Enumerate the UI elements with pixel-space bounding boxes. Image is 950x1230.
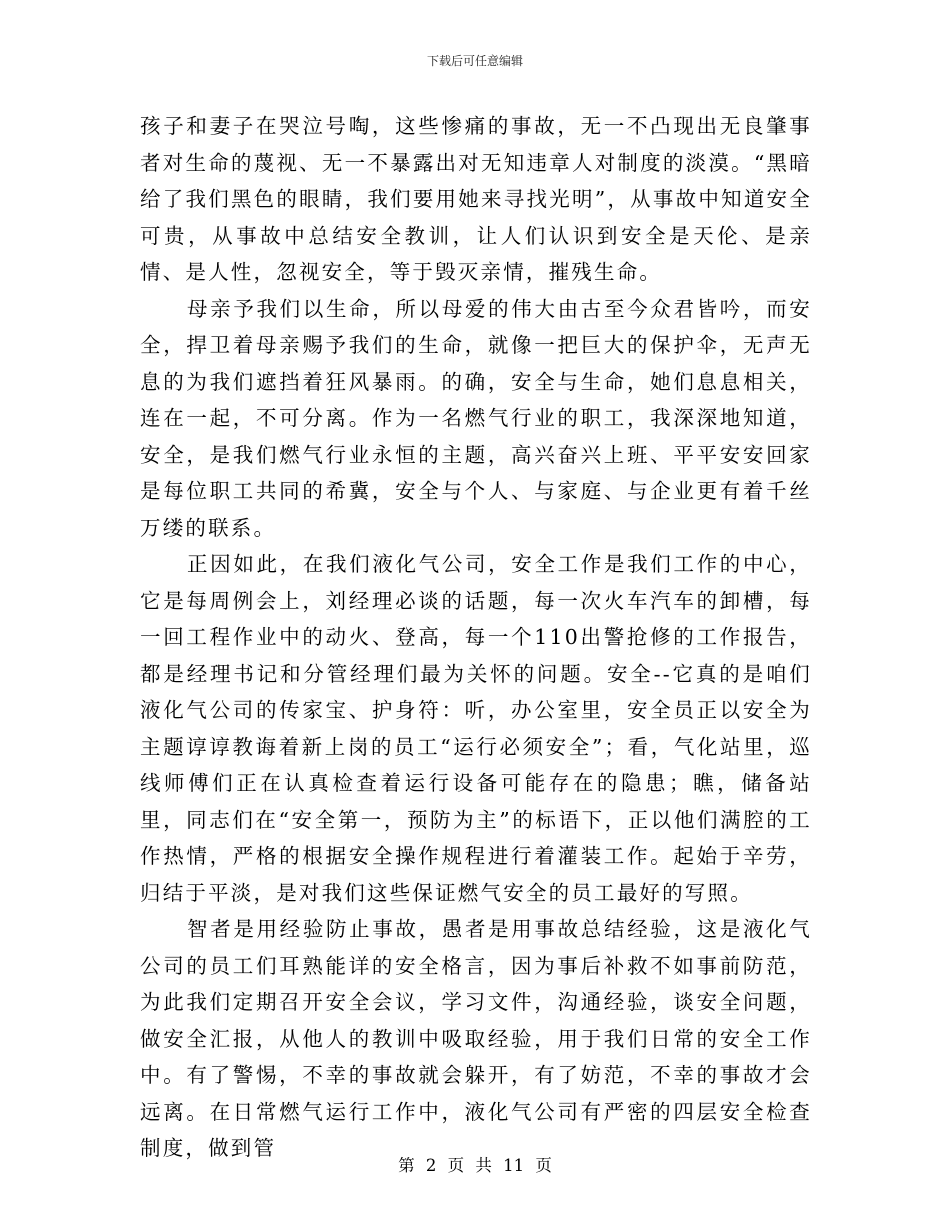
paragraph-2: 母亲予我们以生命，所以母爱的伟大由古至今众君皆吟，而安全，捍卫着母亲赐予我们的生命，就像一把巨大的保护伞，无声无息的为我们遮挡着狂风暴雨。的确，安全与生命，她们息息相关，连在一起，不可分离。作为一名燃气行业的职工，我深深地知道，安全，是我们燃气行业永恒的主题，高兴奋兴上班、平平安安回家是每位职工共同的希冀，安全与个人、与家庭、与企业更有着千丝万缕的联系。 xyxy=(140,296,812,540)
paragraph-1: 孩子和妻子在哭泣号啕，这些惨痛的事故，无一不凸现出无良肇事者对生命的蔑视、无一不暴露出对无知违章人对制度的淡漠。“黑暗给了我们黑色的眼睛，我们要用她来寻找光明”，从事故中知道安全可贵，从事故中总结安全教训，让人们认识到安全是天伦、是亲情、是人性，忽视安全，等于毁灭亲情，摧残生命。 xyxy=(140,114,812,284)
document-body xyxy=(140,108,812,1167)
paragraph-3: 正因如此，在我们液化气公司，安全工作是我们工作的中心，它是每周例会上，刘经理必谈的话题，每一次火车汽车的卸槽，每一回工程作业中的动火、登高，每一个110出警抢修的工作报告，都是经理书记和分管经理们最为关怀的问题。安全--它真的是咱们液化气公司的传家宝、护身符：听，办公室里，安全员正以安全为主题谆谆教诲着新上岗的员工“运行必须安全”；看，气化站里，巡线师傅们正在认真检查着运行设备可能存在的隐患；瞧，储备站里，同志们在“安全第一，预防为主”的标语下，正以他们满腔的工作热情，严格的根据安全操作规程进行着灌装工作。起始于辛劳，归结于平淡，是对我们这些保证燃气安全的员工最好的写照。 xyxy=(140,552,812,905)
page-header: 下载后可任意编辑 xyxy=(426,54,523,68)
paragraph-4: 智者是用经验防止事故，愚者是用事故总结经验，这是液化气公司的员工们耳熟能详的安全格言，因为事后补救不如事前防范，为此我们定期召开安全会议，学习文件，沟通经验，谈安全问题，做安全汇报，从他人的教训中吸取经验，用于我们日常的安全工作中。有了警惕，不幸的事故就会躲开，有了妨范，不幸的事故才会远离。在日常燃气运行工作中，液化气公司有严密的四层安全检查制度，做到管 xyxy=(140,917,812,1160)
page-number-footer: 第 2 页 共 11 页 xyxy=(398,1156,552,1175)
